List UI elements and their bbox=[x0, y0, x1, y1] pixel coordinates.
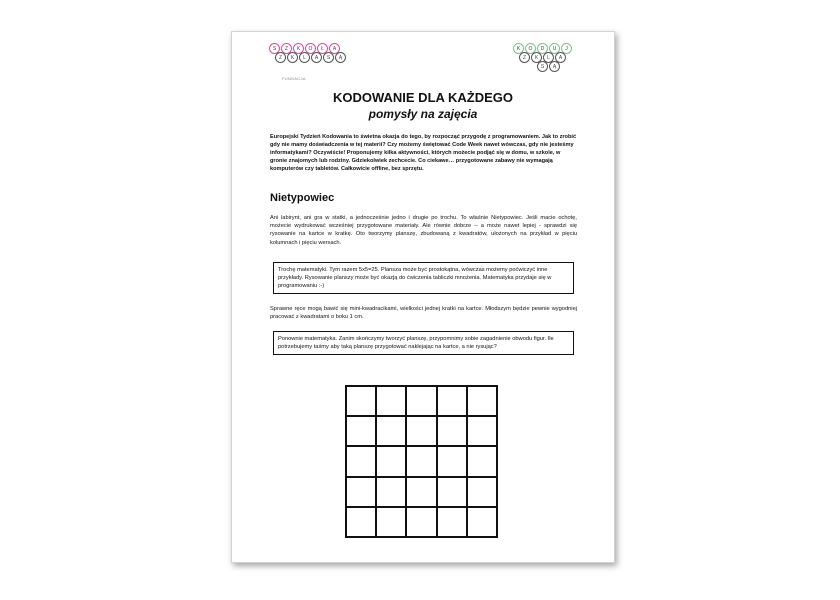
grid-cell bbox=[406, 446, 436, 476]
logo-letter: O bbox=[305, 43, 316, 54]
document-page bbox=[231, 31, 615, 563]
logo-letter: Z bbox=[281, 43, 292, 54]
logo-letter: Ą bbox=[335, 52, 346, 63]
szkola-z-klasa-logo bbox=[269, 43, 346, 63]
logo-letter: Z bbox=[519, 52, 530, 63]
grid-cell bbox=[346, 507, 376, 537]
section-heading: Nietypowiec bbox=[270, 192, 335, 204]
grid-cell bbox=[437, 507, 467, 537]
grid-cell bbox=[376, 386, 406, 416]
grid-cell bbox=[376, 507, 406, 537]
grid-cell bbox=[467, 446, 497, 476]
logo-letter: U bbox=[549, 43, 560, 54]
logo-letter: A bbox=[329, 43, 340, 54]
math-note-box-1: Trochę matematyki. Tym razem 5x5=25. Plansza może być prostokątna, wówczas możemy poćwiczyć inne przykłady. Rysowanie planszy może być okazją do ćwiczenia tabliczki mnożenia. Matematyka przydaje się w programowaniu :-) bbox=[273, 262, 574, 294]
grid-cell bbox=[467, 477, 497, 507]
grid-cell bbox=[437, 477, 467, 507]
grid-cell bbox=[437, 446, 467, 476]
logo-letter: K bbox=[531, 52, 542, 63]
grid-cell bbox=[346, 386, 376, 416]
grid-cell bbox=[346, 446, 376, 476]
logo-letter: A bbox=[311, 52, 322, 63]
grid-cell bbox=[376, 477, 406, 507]
grid-cell bbox=[437, 386, 467, 416]
logo-letter: S bbox=[269, 43, 280, 54]
logo-letter: A bbox=[555, 52, 566, 63]
grid-cell bbox=[467, 416, 497, 446]
logo-letter: Ł bbox=[317, 43, 328, 54]
board-grid-5x5 bbox=[345, 385, 498, 538]
logo-letter: L bbox=[543, 52, 554, 63]
logo-letter: Z bbox=[275, 52, 286, 63]
intro-paragraph: Europejski Tydzień Kodowania to świetna okazja do tego, by rozpocząć przygodę z programowaniem. Jak to zrobić gdy nie mamy doświadczenia w tej materii? Czy możemy świętować Code Week nawet wówczas, gdy nie jesteśmy informatykami? Oczywiście! Proponujemy kilka aktywności, których możecie podjąć się w domu, w szkole, w gronie znajomych lub rodziny. Gdziekolwiek zechcecie. Co ciekawe… przygotowane zabawy nie wymagają komputerów czy tabletów. Całkowicie offline, bez sprzętu. bbox=[270, 134, 577, 172]
grid-cell bbox=[376, 446, 406, 476]
math-note-box-2: Ponownie matematyka. Zanim skończymy tworzyć planszę, przypomnimy sobie zagadnienie obwodu figur. Ile potrzebujemy taśmy aby taką planszę przygotować naklejając na kartce, a nie rysując? bbox=[273, 331, 574, 355]
logo-letter: J bbox=[561, 43, 572, 54]
grid-cell bbox=[346, 477, 376, 507]
grid-cell bbox=[437, 416, 467, 446]
logo-letter: Ą bbox=[549, 61, 560, 72]
logo-letter: K bbox=[293, 43, 304, 54]
logo-letter: K bbox=[287, 52, 298, 63]
logo-letter: D bbox=[537, 43, 548, 54]
logo-caption-fundacja: FUNDACJA bbox=[282, 76, 306, 81]
logo-row-3 bbox=[537, 61, 572, 72]
document-title: KODOWANIE DLA KAŻDEGO bbox=[332, 90, 514, 105]
grid-cell bbox=[467, 507, 497, 537]
grid-cell bbox=[376, 416, 406, 446]
grid-cell bbox=[406, 386, 436, 416]
grid-cell bbox=[346, 416, 376, 446]
document-subtitle: pomysły na zajęcia bbox=[368, 107, 478, 121]
grid-cell bbox=[467, 386, 497, 416]
logo-letter: O bbox=[525, 43, 536, 54]
grid-cell bbox=[406, 507, 436, 537]
logo-letter: L bbox=[299, 52, 310, 63]
grid-cell bbox=[406, 477, 436, 507]
body-paragraph-1: Ani labirynt, ani gra w statki, a jednocześnie jedno i drugie po trochu. To właśnie Nietypowiec. Jeśli macie ochotę, możecie wydrukować wcześniej przygotowane materiały. Ale równie dobrze – a może nawet lepiej - sprawdzi się rysowanie na kartce w kratkę. Oto tworzymy planszę, zbudowaną z kwadratów, ułożonych na przykład w pięciu kolumnach i pięciu wersach. bbox=[270, 215, 577, 246]
logo-letter: S bbox=[537, 61, 548, 72]
grid-cell bbox=[406, 416, 436, 446]
logo-letter: K bbox=[513, 43, 524, 54]
body-paragraph-2: Sprawne ręce mogą bawić się mini-kwadracikami, wielkości jednej kratki na kartce. Młodszym będzie pewnie wygodniej pracować z kwadratami o boku 1 cm. bbox=[270, 306, 577, 321]
logo-letter: S bbox=[323, 52, 334, 63]
koduj-z-klasa-logo bbox=[513, 43, 572, 72]
